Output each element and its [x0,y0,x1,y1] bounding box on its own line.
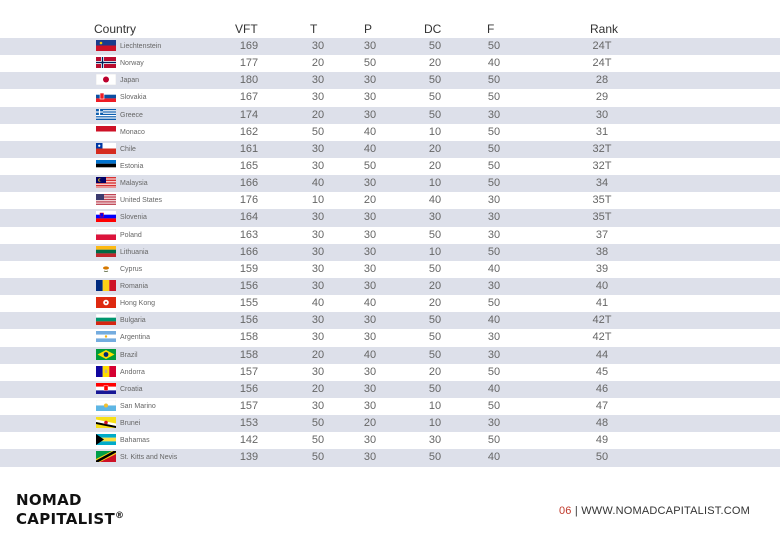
dc-cell: 10 [428,177,442,190]
dc-cell: 50 [428,314,442,327]
japan-flag-icon [96,74,116,85]
f-cell: 30 [487,348,501,361]
table-row [0,55,780,72]
slovakia-flag-icon [96,91,116,102]
monaco-flag-icon [96,126,116,137]
p-cell: 30 [363,279,377,292]
t-cell: 30 [311,91,325,104]
table-row [0,158,780,175]
rank-cell: 29 [595,91,609,104]
norway-flag-icon [96,57,116,68]
table-row [0,227,780,244]
vft-cell: 157 [239,399,259,412]
p-cell: 50 [363,57,377,70]
malaysia-flag-icon [96,177,116,188]
slovenia-flag-icon [96,211,116,222]
rank-cell: 32T [592,159,612,172]
p-cell: 30 [363,74,377,87]
dc-cell: 10 [428,125,442,138]
rank-cell: 44 [595,348,609,361]
f-cell: 50 [487,142,501,155]
vft-cell: 158 [239,331,259,344]
f-cell: 50 [487,125,501,138]
country-cell: Poland [120,231,142,239]
country-cell: San Marino [120,402,156,410]
dc-cell: 20 [428,279,442,292]
f-cell: 40 [487,57,501,70]
dc-cell: 50 [428,262,442,275]
header-rank: Rank [590,22,619,36]
st-kitts-and-nevis-flag-icon [96,451,116,462]
country-cell: Croatia [120,385,143,393]
f-cell: 50 [487,399,501,412]
t-cell: 30 [311,159,325,172]
country-cell: Brunei [120,420,141,428]
rank-cell: 48 [595,417,609,430]
rank-cell: 49 [595,434,609,447]
page-number: 06 [558,505,572,517]
vft-cell: 155 [239,297,259,310]
rank-cell: 28 [595,74,609,87]
p-cell: 30 [363,108,377,121]
country-cell: Argentina [120,334,150,342]
p-cell: 30 [363,434,377,447]
f-cell: 30 [487,417,501,430]
t-cell: 30 [311,331,325,344]
vft-cell: 166 [239,245,259,258]
rank-cell: 39 [595,262,609,275]
country-cell: Lithuania [120,248,149,256]
p-cell: 30 [363,228,377,241]
rank-cell: 45 [595,365,609,378]
vft-cell: 177 [239,57,259,70]
p-cell: 30 [363,331,377,344]
header-dc: DC [424,22,442,36]
rank-cell: 47 [595,399,609,412]
vft-cell: 156 [239,314,259,327]
p-cell: 20 [363,417,377,430]
dc-cell: 50 [428,40,442,52]
table-row [0,124,780,141]
dc-cell: 30 [428,434,442,447]
argentina-flag-icon [96,331,116,342]
vft-cell: 156 [239,382,259,395]
f-cell: 30 [487,108,501,121]
table-row [0,329,780,346]
t-cell: 20 [311,382,325,395]
vft-cell: 180 [239,74,259,87]
dc-cell: 40 [428,194,442,207]
p-cell: 30 [363,382,377,395]
header-country: Country [94,22,137,36]
f-cell: 50 [487,297,501,310]
rank-cell: 30 [595,108,609,121]
p-cell: 30 [363,365,377,378]
country-cell: Bahamas [120,437,150,445]
country-cell: St. Kitts and Nevis [120,454,178,462]
country-cell: Andorra [120,368,145,376]
table-row [0,38,780,55]
f-cell: 50 [487,365,501,378]
table-row [0,107,780,124]
vft-cell: 169 [239,40,259,52]
f-cell: 40 [487,382,501,395]
p-cell: 40 [363,297,377,310]
t-cell: 30 [311,228,325,241]
p-cell: 30 [363,451,377,464]
registered-mark: ® [115,511,125,521]
liechtenstein-flag-icon [96,40,116,51]
table-row [0,261,780,278]
f-cell: 40 [487,451,501,464]
p-cell: 30 [363,211,377,224]
country-cell: Norway [120,60,144,68]
brand-logo [16,492,124,527]
rank-cell: 46 [595,382,609,395]
table-row [0,364,780,381]
country-cell: Monaco [120,128,145,136]
country-cell: Hong Kong [120,300,156,308]
vft-cell: 167 [239,91,259,104]
p-cell: 30 [363,399,377,412]
table-row [0,312,780,329]
rank-cell: 24T [592,40,612,52]
vft-cell: 157 [239,365,259,378]
t-cell: 30 [311,399,325,412]
country-cell: Greece [120,111,143,119]
f-cell: 50 [487,159,501,172]
footer-separator: | [571,505,582,517]
t-cell: 50 [311,125,325,138]
vft-cell: 174 [239,108,259,121]
p-cell: 30 [363,262,377,275]
vft-cell: 164 [239,211,259,224]
vft-cell: 142 [239,434,259,447]
p-cell: 40 [363,125,377,138]
vft-cell: 156 [239,279,259,292]
country-cell: Chile [120,145,136,153]
table-row [0,381,780,398]
f-cell: 30 [487,279,501,292]
dc-cell: 20 [428,57,442,70]
rank-cell: 41 [595,297,609,310]
country-cell: Slovakia [120,94,147,102]
f-cell: 50 [487,40,501,52]
dc-cell: 50 [428,451,442,464]
country-cell: Slovenia [120,214,147,222]
united-states-flag-icon [96,194,116,205]
t-cell: 10 [311,194,325,207]
p-cell: 40 [363,348,377,361]
dc-cell: 10 [428,245,442,258]
table-row [0,432,780,449]
t-cell: 30 [311,245,325,258]
table-row [0,244,780,261]
vft-cell: 166 [239,177,259,190]
p-cell: 30 [363,245,377,258]
dc-cell: 20 [428,142,442,155]
f-cell: 40 [487,262,501,275]
rank-cell: 42T [592,331,612,344]
table-row [0,209,780,226]
brunei-flag-icon [96,417,116,428]
t-cell: 30 [311,365,325,378]
t-cell: 40 [311,297,325,310]
p-cell: 50 [363,159,377,172]
lithuania-flag-icon [96,246,116,257]
table-header [0,22,780,38]
t-cell: 20 [311,348,325,361]
san-marino-flag-icon [96,400,116,411]
p-cell: 30 [363,177,377,190]
country-cell: Malaysia [120,180,148,188]
t-cell: 30 [311,142,325,155]
country-cell: Brazil [120,351,138,359]
table-row [0,347,780,364]
f-cell: 30 [487,194,501,207]
vft-cell: 158 [239,348,259,361]
vft-cell: 161 [239,142,259,155]
estonia-flag-icon [96,160,116,171]
table-row [0,295,780,312]
vft-cell: 159 [239,262,259,275]
table-row [0,449,780,466]
table-row [0,398,780,415]
brand-line-2: CAPITALIST [16,510,116,528]
rank-cell: 38 [595,245,609,258]
t-cell: 50 [311,417,325,430]
dc-cell: 50 [428,331,442,344]
andorra-flag-icon [96,366,116,377]
t-cell: 30 [311,279,325,292]
country-cell: Japan [120,77,140,85]
website-url: WWW.NOMADCAPITALIST.COM [581,505,750,517]
cyprus-flag-icon [96,263,116,274]
header-f: F [487,22,495,36]
table-row [0,72,780,89]
rank-cell: 35T [592,211,612,224]
t-cell: 30 [311,74,325,87]
vft-cell: 163 [239,228,259,241]
p-cell: 30 [363,91,377,104]
vft-cell: 165 [239,159,259,172]
rank-cell: 50 [595,451,609,464]
country-cell: Bulgaria [120,317,146,325]
greece-flag-icon [96,109,116,120]
country-cell: Liechtenstein [120,43,162,50]
country-cell: Estonia [120,162,144,170]
t-cell: 50 [311,451,325,464]
table-row [0,175,780,192]
f-cell: 50 [487,434,501,447]
dc-cell: 50 [428,74,442,87]
table-row [0,89,780,106]
dc-cell: 50 [428,228,442,241]
dc-cell: 30 [428,211,442,224]
p-cell: 20 [363,194,377,207]
country-cell: Cyprus [120,265,143,273]
rank-cell: 40 [595,279,609,292]
bulgaria-flag-icon [96,314,116,325]
f-cell: 30 [487,331,501,344]
dc-cell: 20 [428,159,442,172]
poland-flag-icon [96,229,116,240]
rank-cell: 31 [595,125,609,138]
brazil-flag-icon [96,349,116,360]
dc-cell: 50 [428,91,442,104]
f-cell: 50 [487,74,501,87]
t-cell: 30 [311,262,325,275]
t-cell: 30 [311,314,325,327]
dc-cell: 10 [428,399,442,412]
header-vft: VFT [235,22,258,36]
f-cell: 30 [487,228,501,241]
ranking-table [0,38,780,467]
romania-flag-icon [96,280,116,291]
dc-cell: 20 [428,365,442,378]
dc-cell: 10 [428,417,442,430]
p-cell: 30 [363,314,377,327]
dc-cell: 50 [428,348,442,361]
table-row [0,278,780,295]
rank-cell: 24T [592,57,612,70]
rank-cell: 32T [592,142,612,155]
rank-cell: 34 [595,177,609,190]
header-p: P [364,22,373,36]
croatia-flag-icon [96,383,116,394]
country-cell: Romania [120,282,149,290]
t-cell: 30 [311,211,325,224]
dc-cell: 50 [428,108,442,121]
bahamas-flag-icon [96,434,116,445]
country-cell: United States [120,197,163,205]
chile-flag-icon [96,143,116,154]
t-cell: 50 [311,434,325,447]
page-footer [559,505,750,517]
f-cell: 50 [487,177,501,190]
vft-cell: 176 [239,194,259,207]
f-cell: 50 [487,245,501,258]
dc-cell: 20 [428,297,442,310]
dc-cell: 50 [428,382,442,395]
rank-cell: 42T [592,314,612,327]
f-cell: 30 [487,211,501,224]
hong-kong-flag-icon [96,297,116,308]
table-row [0,141,780,158]
vft-cell: 162 [239,125,259,138]
t-cell: 30 [311,40,325,52]
header-t: T [310,22,318,36]
p-cell: 40 [363,142,377,155]
p-cell: 30 [363,40,377,52]
vft-cell: 153 [239,417,259,430]
f-cell: 40 [487,314,501,327]
brand-line-1: NOMAD [16,491,82,509]
rank-cell: 37 [595,228,609,241]
f-cell: 50 [487,91,501,104]
table-row [0,192,780,209]
vft-cell: 139 [239,451,259,464]
rank-cell: 35T [592,194,612,207]
t-cell: 20 [311,108,325,121]
table-row [0,415,780,432]
t-cell: 40 [311,177,325,190]
t-cell: 20 [311,57,325,70]
